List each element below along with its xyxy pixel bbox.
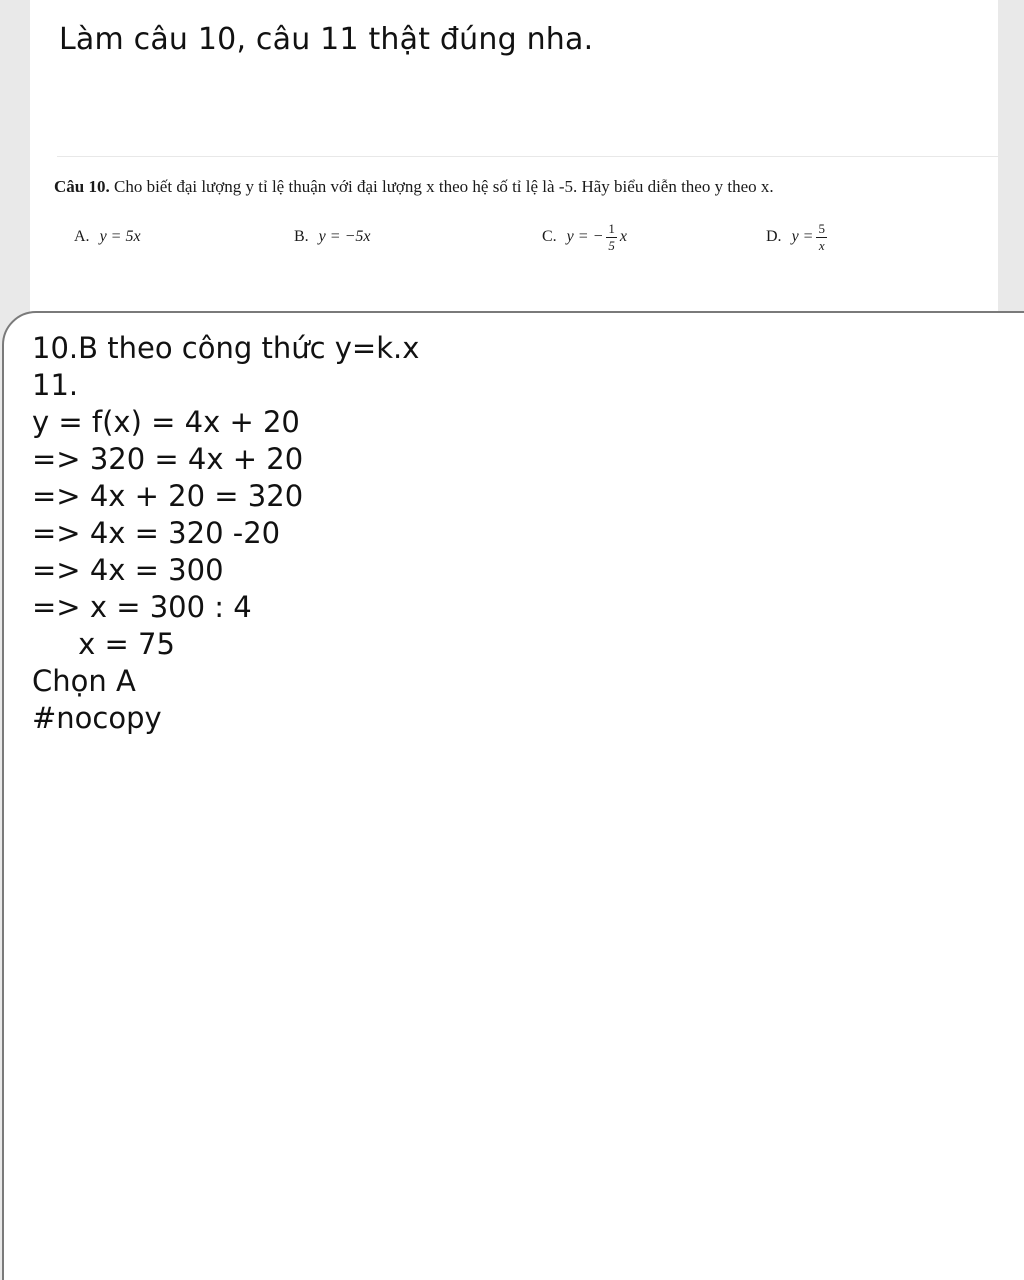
choice-d	[766, 217, 830, 257]
formula-prefix: y = −	[566, 228, 604, 245]
answer-line: => x = 300 : 4	[32, 590, 252, 624]
choice-c	[542, 217, 627, 257]
divider	[57, 156, 998, 157]
problem-image	[54, 174, 960, 267]
fraction-numerator: 1	[608, 220, 615, 236]
answer-line: y = f(x) = 4x + 20	[32, 405, 300, 439]
answer-line: Chọn A	[32, 664, 136, 698]
answer-line: 11.	[32, 368, 79, 402]
fraction-denominator: 5	[608, 237, 615, 253]
fraction	[816, 222, 827, 253]
question-card	[30, 0, 998, 318]
answer-choices	[54, 217, 960, 267]
choice-letter: A.	[74, 228, 90, 245]
fraction-denominator: x	[818, 237, 825, 253]
formula-prefix: y =	[791, 228, 814, 245]
choice-a	[74, 217, 141, 257]
answer-line: #nocopy	[32, 701, 162, 735]
choice-formula	[567, 222, 627, 253]
problem-text: Cho biết đại lượng y tỉ lệ thuận với đại lượng x theo hệ số tỉ lệ là -5. Hãy biểu diễn theo y theo x.	[109, 177, 774, 196]
answer-text	[32, 330, 419, 737]
choice-letter: C.	[542, 228, 557, 245]
choice-b	[294, 217, 370, 257]
answer-line: 10.B theo công thức y=k.x	[32, 331, 420, 365]
problem-label: Câu 10.	[54, 177, 110, 196]
choice-formula: y = −5x	[318, 228, 371, 245]
fraction-numerator: 5	[818, 220, 825, 236]
answer-line: => 4x + 20 = 320	[32, 479, 304, 513]
choice-letter: B.	[294, 228, 309, 245]
fraction	[606, 222, 617, 253]
answer-line: => 4x = 320 -20	[32, 516, 281, 550]
choice-letter: D.	[766, 228, 782, 245]
formula-suffix: x	[619, 228, 627, 245]
choice-formula: y = 5x	[99, 228, 141, 245]
question-title: Làm câu 10, câu 11 thật đúng nha.	[59, 22, 594, 57]
choice-formula	[792, 222, 830, 253]
answer-line: => 4x = 300	[32, 553, 224, 587]
answer-line: x = 75	[32, 627, 175, 661]
problem-statement	[54, 174, 960, 200]
answer-line: => 320 = 4x + 20	[32, 442, 304, 476]
